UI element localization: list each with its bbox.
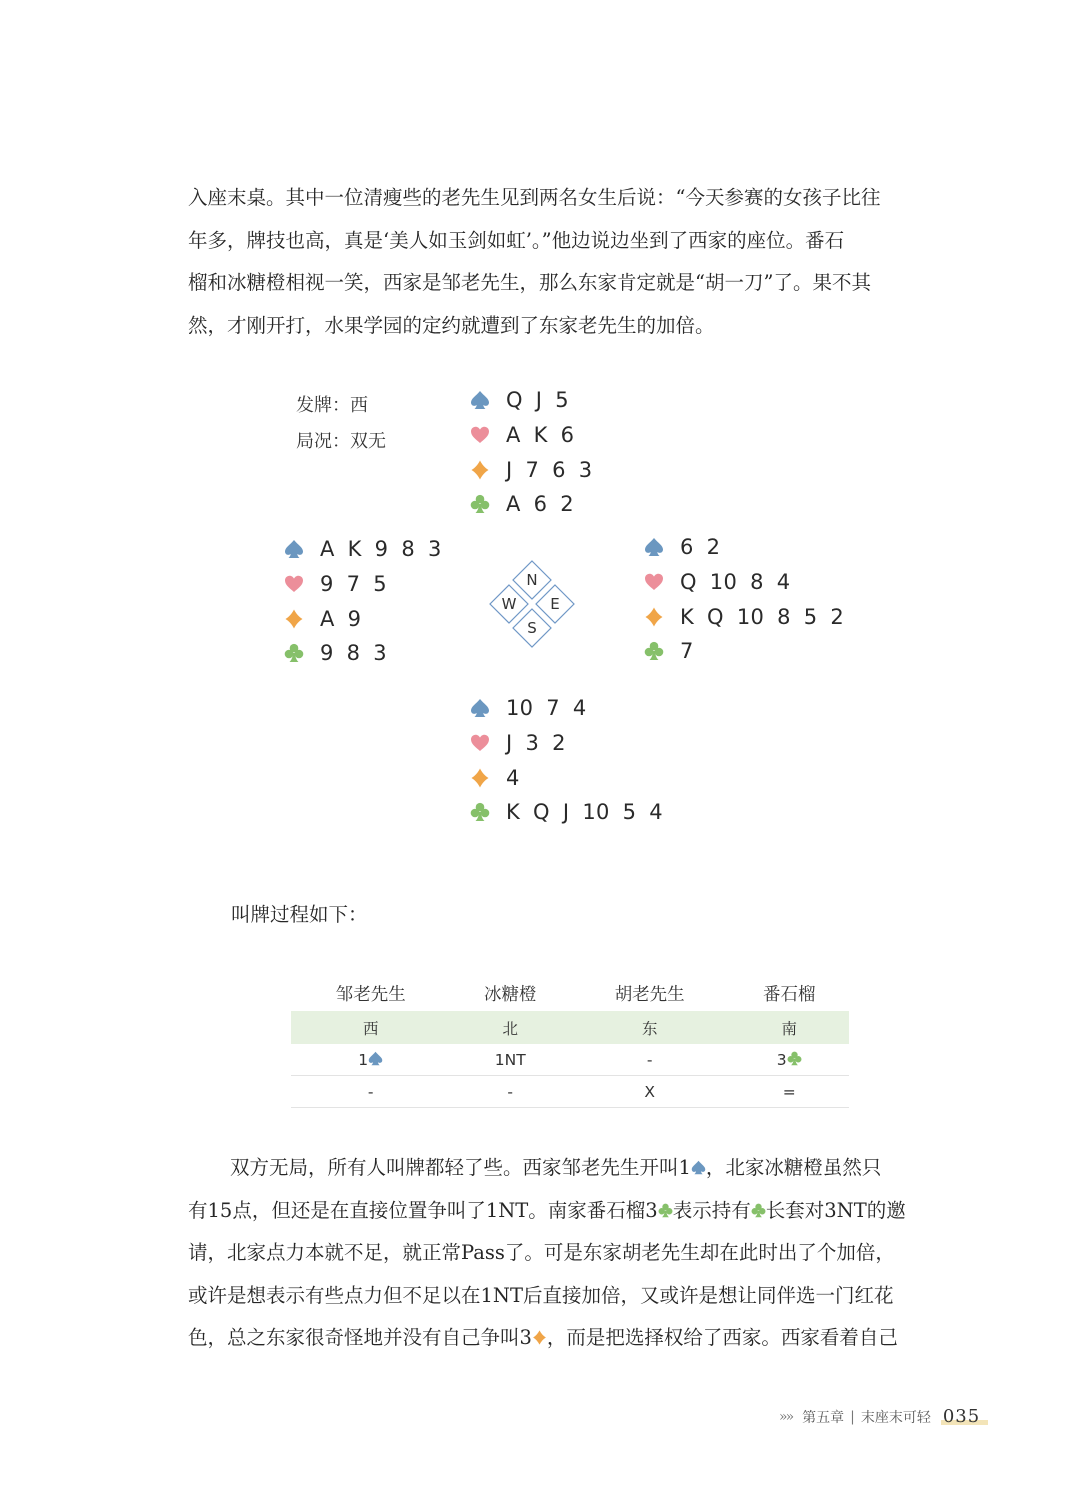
club-icon [751, 1203, 766, 1218]
bid-value: 3 [776, 1050, 787, 1069]
bid-round-row [291, 1076, 849, 1108]
south-hearts: J 3 2 [506, 731, 566, 756]
diamond-icon [470, 768, 490, 788]
paragraph-line: 请，北家点力本就不足，就正常Pass了。可是东家胡老先生却在此时出了个加倍， [188, 1241, 895, 1264]
bidding-intro: 叫牌过程如下： [231, 903, 368, 926]
text-run: 有15点，但还是在直接位置争叫了1NT。南家番石榴3 [188, 1198, 658, 1222]
direction-cell: 东 [570, 1011, 729, 1044]
spade-icon [284, 539, 304, 559]
page-number [943, 1406, 980, 1427]
north-hearts-row [470, 418, 592, 453]
bid-round-row [291, 1044, 849, 1076]
bid-cell: X [570, 1076, 729, 1108]
south-diamonds-row [470, 760, 663, 795]
direction-cell: 南 [729, 1011, 849, 1044]
bid-cell: 1NT [450, 1044, 570, 1076]
west-hearts: 9 7 5 [320, 572, 387, 597]
page-number-text: 035 [942, 1406, 981, 1427]
paragraph-line: 年多，牌技也高，真是‘美人如玉剑如虹’。”他边说边坐到了西家的座位。番石 [188, 228, 845, 252]
south-diamonds: 4 [506, 765, 520, 790]
west-hand [284, 532, 442, 671]
compass-e-label: E [550, 595, 560, 613]
page-footer [779, 1406, 980, 1427]
text-run: 长套对3NT的邀 [765, 1198, 906, 1222]
spade-icon [368, 1051, 383, 1066]
east-hearts-row [644, 565, 844, 600]
east-diamonds-row [644, 599, 844, 634]
spade-icon [470, 390, 490, 410]
player-name: 邹老先生 [335, 984, 406, 1005]
direction-cell: 西 [291, 1011, 450, 1044]
west-clubs-row [284, 636, 442, 671]
bid-cell [729, 1044, 849, 1076]
south-clubs: K Q J 10 5 4 [506, 800, 663, 825]
west-spades: A K 9 8 3 [320, 537, 442, 562]
text-run: 表示持有 [672, 1198, 751, 1222]
east-clubs-row [644, 634, 844, 669]
chapter-label: 第五章 [802, 1409, 845, 1426]
club-icon [658, 1203, 673, 1218]
east-diamonds: K Q 10 8 5 2 [680, 604, 845, 629]
west-clubs: 9 8 3 [320, 641, 387, 666]
east-hand [644, 530, 844, 669]
player-name: 冰糖橙 [483, 984, 537, 1005]
body-paragraph-2 [188, 1147, 954, 1360]
bidding-table [291, 975, 849, 1108]
diamond-icon [644, 607, 664, 627]
text-run: ，而是把选择权给了西家。西家看着自己 [546, 1326, 898, 1349]
club-icon [470, 802, 490, 822]
chevron-right-icon: »» [779, 1408, 793, 1425]
spade-icon [691, 1160, 706, 1175]
east-spades-row [644, 530, 844, 565]
east-clubs: 7 [680, 639, 694, 664]
player-name: 胡老先生 [614, 984, 685, 1005]
diamond-icon [532, 1330, 547, 1345]
north-hand [470, 383, 592, 522]
bid-cell: - [450, 1076, 570, 1108]
dealer-label: 发牌：西 [296, 395, 368, 416]
club-icon [284, 643, 304, 663]
north-spades: Q J 5 [506, 388, 569, 413]
spade-icon [644, 537, 664, 557]
bid-cell [291, 1044, 450, 1076]
bid-value: 1 [358, 1050, 369, 1069]
diamond-icon [470, 460, 490, 480]
paragraph-line: 或许是想表示有些点力但不足以在1NT后直接加倍，又或许是想让同伴选一门红花 [188, 1283, 894, 1307]
text-run: 双方无局，所有人叫牌都轻了些。西家邹老先生开叫1 [230, 1156, 691, 1179]
direction-row [291, 1011, 849, 1044]
south-spades: 10 7 4 [506, 696, 587, 721]
west-spades-row [284, 532, 442, 567]
paragraph-line [188, 1190, 954, 1233]
heart-icon [644, 572, 664, 592]
bid-cell: = [729, 1076, 849, 1108]
heart-icon [470, 425, 490, 445]
west-diamonds-row [284, 601, 442, 636]
player-name: 番石榴 [762, 984, 816, 1005]
spade-icon [470, 698, 490, 718]
text-run: 色，总之东家很奇怪地并没有自己争叫3 [188, 1326, 532, 1349]
paragraph-line [188, 1317, 954, 1360]
vulnerability-label: 局况：双无 [296, 431, 386, 452]
paragraph-line: 然，才刚开打，水果学园的定约就遭到了东家老先生的加倍。 [188, 313, 715, 337]
north-clubs-row [470, 487, 592, 522]
compass-diagram [488, 559, 576, 649]
compass-n-label: N [526, 571, 538, 589]
text-run: ，北家冰糖橙虽然只 [705, 1156, 882, 1179]
south-hearts-row [470, 726, 663, 761]
north-hearts: A K 6 [506, 423, 575, 448]
compass-s-label: S [527, 619, 537, 637]
north-diamonds: J 7 6 3 [506, 457, 593, 482]
compass-w-label: W [501, 595, 517, 613]
west-diamonds: A 9 [320, 606, 362, 631]
club-icon [644, 641, 664, 661]
direction-cell: 北 [450, 1011, 570, 1044]
paragraph-line [188, 1147, 954, 1190]
club-icon [787, 1051, 802, 1066]
north-spades-row [470, 383, 592, 418]
north-clubs: A 6 2 [506, 492, 574, 517]
west-hearts-row [284, 567, 442, 602]
south-spades-row [470, 691, 663, 726]
bid-cell: - [570, 1044, 729, 1076]
north-diamonds-row [470, 452, 592, 487]
footer-separator: | [850, 1408, 855, 1425]
player-header-row [291, 975, 849, 1011]
diamond-icon [284, 609, 304, 629]
heart-icon [470, 733, 490, 753]
east-spades: 6 2 [680, 535, 721, 560]
body-paragraph-1 [188, 177, 954, 347]
heart-icon [284, 574, 304, 594]
paragraph-line: 入座末桌。其中一位清瘦些的老先生见到两名女生后说：“今天参赛的女孩子比往 [188, 186, 881, 209]
chapter-title: 末座末可轻 [860, 1409, 931, 1426]
paragraph-line: 榴和冰糖橙相视一笑，西家是邹老先生，那么东家肯定就是“胡一刀”了。果不其 [188, 271, 871, 294]
bid-cell: - [291, 1076, 450, 1108]
south-hand [470, 691, 663, 830]
south-clubs-row [470, 795, 663, 830]
east-hearts: Q 10 8 4 [680, 570, 791, 595]
club-icon [470, 494, 490, 514]
